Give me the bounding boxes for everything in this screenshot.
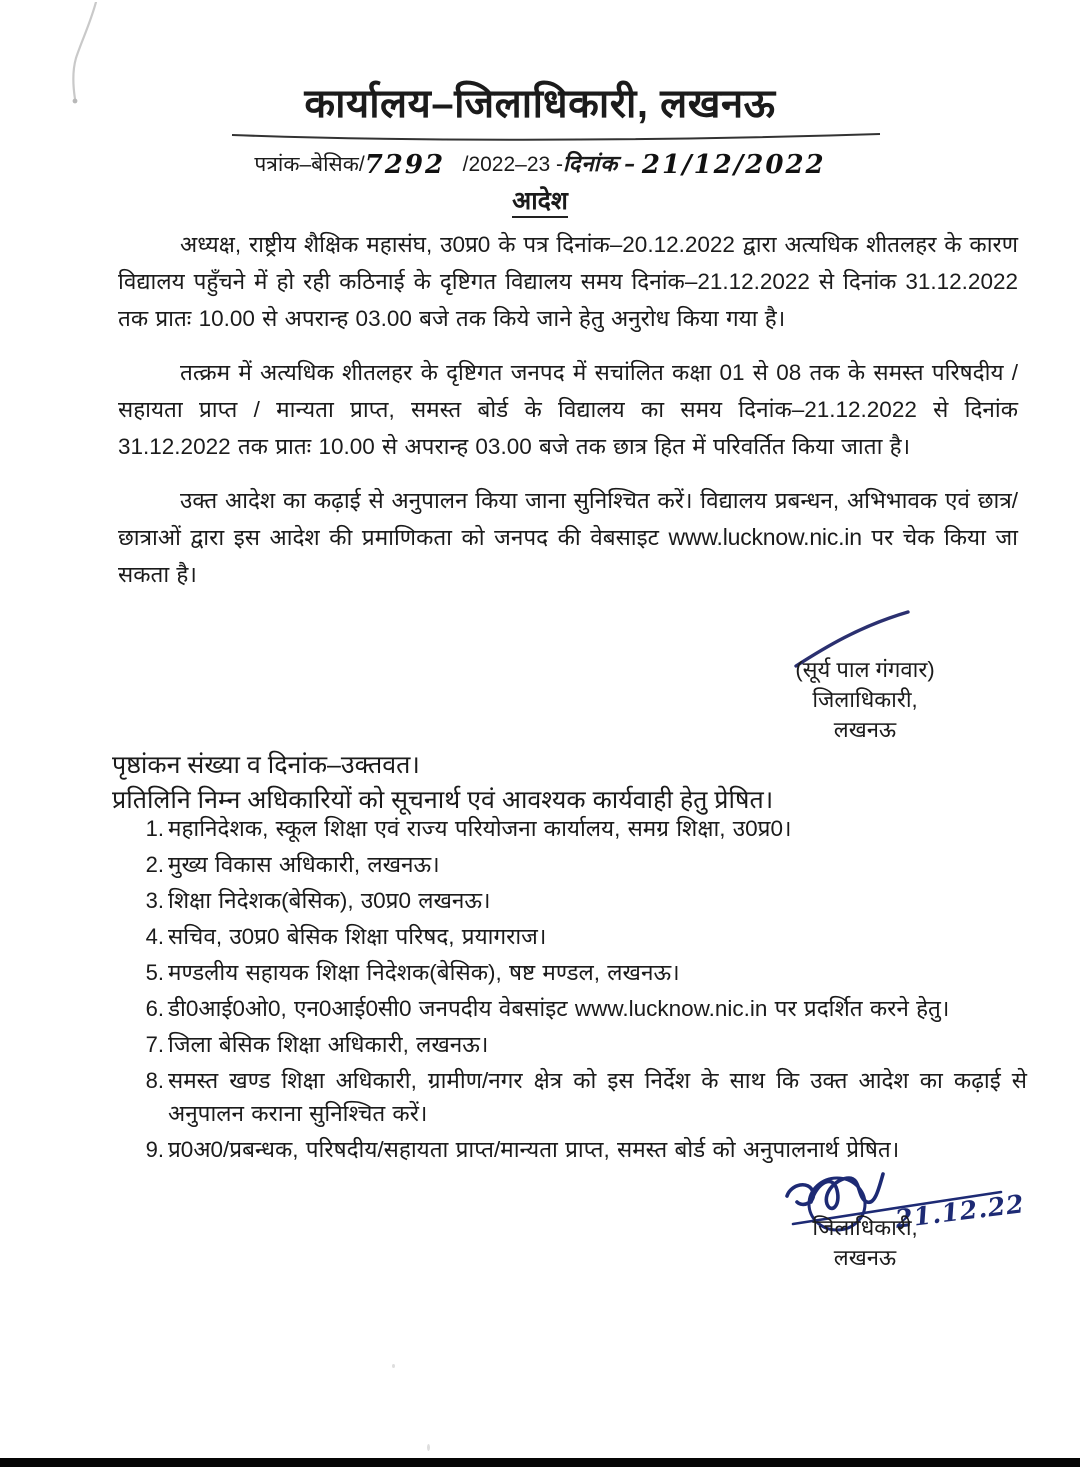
list-item	[112, 848, 1027, 881]
scan-speck	[392, 1364, 395, 1368]
letter-ref-label: पत्रांक–बेसिक/	[254, 153, 365, 176]
signatory-designation: जिलाधिकारी,	[812, 687, 918, 712]
list-item-number: 8.	[145, 1068, 164, 1093]
list-item-text: सचिव, उ0प्र0 बेसिक शिक्षा परिषद, प्रयागराज।	[168, 924, 547, 949]
endorsement-line-1: पृष्ठांकन संख्या व दिनांक–उक्तवत।	[112, 751, 420, 779]
recipients-list	[112, 812, 1027, 1169]
list-item-number: 5.	[145, 960, 164, 985]
signatory-place: लखनऊ	[833, 717, 897, 742]
list-item-number: 6.	[145, 996, 164, 1021]
paragraph-2: तत्क्रम में अत्यधिक शीतलहर के दृष्टिगत जनपद में सचांलित कक्षा 01 से 08 तक के समस्त परिषदीय / सहायता प्राप्त / मान्यता प्राप्त, समस्त बोर्ड के विद्यालय का समय दिनांक–21.12.2022 से दिनांक 31.12.2022 तक प्रातः 10.00 से अपरान्ह 03.00 बजे तक छात्र हित में परिवर्तित किया जाता है।	[118, 360, 1018, 459]
signature-block-bottom	[700, 1213, 1030, 1273]
list-item-text: प्र0अ0/प्रबन्धक, परिषदीय/सहायता प्राप्त/मान्यता प्राप्त, समस्त बोर्ड को अनुपालनार्थ प्रेषित।	[168, 1137, 900, 1162]
scan-edge-band	[0, 1458, 1080, 1467]
list-item-number: 4.	[145, 924, 164, 949]
list-item	[112, 992, 1027, 1025]
header-underline	[232, 133, 880, 143]
endorsement-block	[112, 748, 1022, 818]
website-url: www.lucknow.nic.in	[668, 524, 862, 550]
signatory-designation: जिलाधिकारी,	[812, 1215, 918, 1240]
list-item	[112, 920, 1027, 953]
list-item-text: महानिदेशक, स्कूल शिक्षा एवं राज्य परियोजना कार्यालय, समग्र शिक्षा, उ0प्र0।	[168, 816, 792, 841]
letter-ref-number-handwritten: 7292	[364, 150, 446, 180]
list-item-text: मुख्य विकास अधिकारी, लखनऊ।	[168, 852, 440, 877]
endorsement-line-2: प्रतिलिनि निम्न अधिकारियों को सूचनार्थ एवं आवश्यक कार्यवाही हेतु प्रेषित।	[112, 786, 774, 814]
paragraph-1: अध्यक्ष, राष्ट्रीय शैक्षिक महासंघ, उ0प्र0 के पत्र दिनांक–20.12.2022 द्वारा अत्यधिक शीतलहर के कारण विद्यालय पहुँचने में हो रही कठिनाई के दृष्टिगत विद्यालय समय दिनांक–21.12.2022 से दिनांक 31.12.2022 तक प्रातः 10.00 से अपरान्ह 03.00 बजे तक किये जाने हेतु अनुरोध किया गया है।	[118, 232, 1018, 331]
paragraph-3-after-url: पर चेक किया जा सकता है।	[118, 525, 1018, 587]
list-item-number: 7.	[145, 1032, 164, 1057]
list-item-number: 2.	[145, 852, 164, 877]
date-dash: –	[624, 151, 637, 177]
list-item	[112, 1133, 1027, 1166]
document-body	[118, 226, 1018, 593]
list-item-text: शिक्षा निदेशक(बेसिक), उ0प्र0 लखनऊ।	[168, 888, 491, 913]
signatory-name: (सूर्य पाल गंगवार)	[795, 657, 935, 682]
list-item	[112, 812, 1027, 845]
letter-ref-year: /2022–23 -	[462, 153, 564, 176]
scan-speck	[427, 1444, 430, 1451]
list-item	[112, 1064, 1027, 1130]
list-item	[112, 884, 1027, 917]
paragraph-3-before-url: उक्त आदेश का कढ़ाई से अनुपालन किया जाना सुनिश्चित करें। विद्यालय प्रबन्धन, अभिभावक एवं छात्र/छात्राओं द्वारा इस आदेश की प्रमाणिकता को जनपद की वेबसाइट	[118, 488, 1018, 550]
letter-reference-line	[0, 148, 1080, 180]
list-item-text: जिला बेसिक शिक्षा अधिकारी, लखनऊ।	[168, 1032, 489, 1057]
list-item	[112, 1028, 1027, 1061]
paragraph-3	[118, 482, 1018, 593]
list-item-text: डी0आई0ओ0, एन0आई0सी0 जनपदीय वेबसांइट www.lucknow.nic.in पर प्रदर्शित करने हेतु।	[168, 996, 950, 1021]
list-item	[112, 956, 1027, 989]
list-item-number: 9.	[145, 1137, 164, 1162]
list-item-text: मण्डलीय सहायक शिक्षा निदेशक(बेसिक), षष्ट मण्डल, लखनऊ।	[168, 960, 680, 985]
handwritten-date-bottom: 21.12.22	[893, 1189, 1027, 1234]
date-value-handwritten: 21/12/2022	[641, 150, 826, 180]
signatory-place: लखनऊ	[833, 1245, 897, 1270]
signature-block-top	[700, 655, 1030, 745]
list-item-number: 3.	[145, 888, 164, 913]
office-header-title: कार्यालय–जिलाधिकारी, लखनऊ	[304, 82, 776, 126]
date-label-handwritten: दिनांक	[563, 151, 619, 177]
list-item-text: समस्त खण्ड शिक्षा अधिकारी, ग्रामीण/नगर क्षेत्र को इस निर्देश के साथ कि उक्त आदेश का कढ़ाई से अनुपालन कराना सुनिश्चित करें।	[168, 1068, 1027, 1126]
order-heading: आदेश	[0, 183, 1080, 217]
list-item-number: 1.	[145, 816, 164, 841]
